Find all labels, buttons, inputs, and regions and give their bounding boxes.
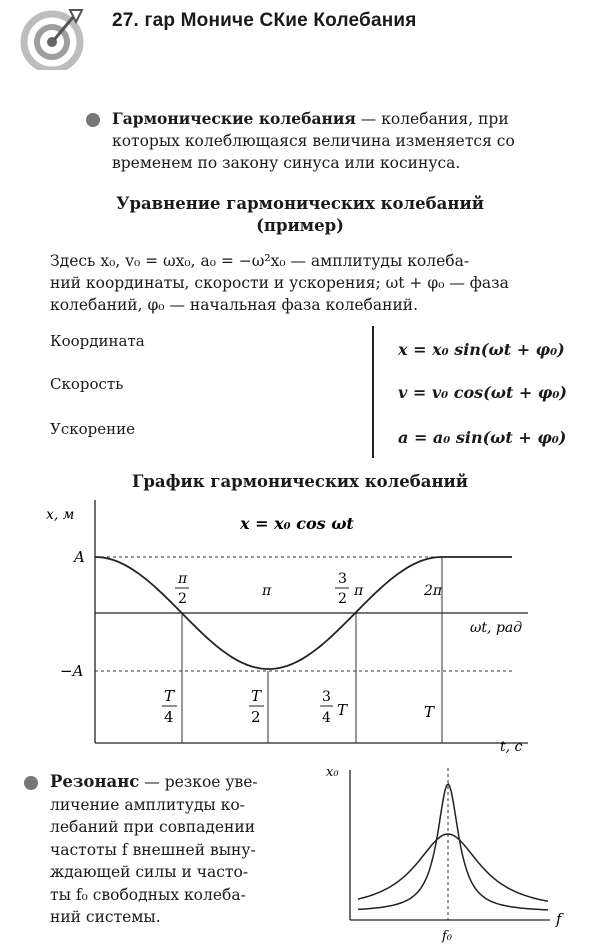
phase-axis-label: ωt, рад	[470, 620, 523, 636]
resonance-text	[50, 771, 315, 929]
bullet-icon	[86, 113, 100, 127]
phase-tick-plain: 2π	[424, 583, 443, 599]
definition-line: временем по закону синуса или косинуса.	[112, 154, 461, 172]
resonance-graph	[318, 762, 588, 950]
y-axis-label: x, м	[46, 507, 75, 523]
definition-term: Гармонические колебания	[112, 109, 356, 128]
time-tick-num: T	[164, 687, 175, 705]
equation-heading	[60, 193, 540, 237]
time-tick-den: 4	[164, 708, 174, 726]
table-divider	[372, 326, 374, 458]
formula-acceleration: a = a₀ sin(ωt + φ₀)	[398, 428, 567, 447]
time-tick-plain: T	[337, 701, 348, 719]
resonance-term: Резонанс	[50, 772, 140, 791]
res-y-label: x₀	[326, 765, 339, 780]
explanation-line: колебаний, φ₀ — начальная фаза колебаний.	[50, 296, 419, 314]
resonance-line: ждающей силы и часто-	[50, 863, 249, 881]
equation-heading-line1: Уравнение гармонических колебаний	[116, 194, 484, 213]
amplitude-neg-label: −A	[60, 662, 84, 680]
definition-line: которых колеблющаяся величина изменяется со	[112, 132, 515, 150]
resonance-line: частоты f внешней выну-	[50, 840, 256, 859]
time-tick-den: 2	[251, 708, 261, 726]
explanation-line: Здесь x₀, v₀ = ωx₀, a₀ = −ω²x₀ — амплитуды колеба-	[50, 252, 470, 270]
bullet-icon	[24, 776, 38, 790]
time-tick-num: T	[251, 687, 262, 705]
time-axis-label: t, с	[500, 739, 523, 755]
phase-tick-num: π	[178, 571, 188, 587]
phase-tick-plain: π	[354, 583, 364, 599]
resonance-line: личение амплитуды ко-	[50, 795, 245, 814]
oscillation-graph	[0, 495, 608, 760]
row-label-coordinate: Координата	[50, 332, 145, 350]
target-arrow-icon	[20, 6, 84, 70]
time-tick-plain: T	[424, 703, 435, 721]
res-x-label: f	[556, 910, 562, 928]
resonance-curve-wide	[358, 834, 548, 901]
header	[0, 0, 608, 60]
equation-heading-line2: (пример)	[256, 216, 344, 235]
equation-explanation	[50, 250, 590, 316]
phase-tick-num: 3	[338, 571, 347, 587]
formula-velocity: v = v₀ cos(ωt + φ₀)	[398, 383, 567, 402]
definition-line: — колебания, при	[360, 110, 509, 128]
res-peak-label: f₀	[442, 929, 453, 944]
graph-formula: x = x₀ cos ωt	[240, 514, 354, 533]
row-label-velocity: Скорость	[50, 375, 124, 393]
graph-heading: График гармонических колебаний	[131, 472, 469, 491]
resonance-line: лебаний при совпадении	[50, 818, 256, 836]
formula-coordinate: x = x₀ sin(ωt + φ₀)	[398, 340, 565, 359]
amplitude-pos-label: A	[74, 548, 85, 566]
definition-text	[112, 108, 592, 174]
time-tick-den: 4	[322, 710, 331, 726]
page-title: 27. гар Мониче СКие Колебания	[112, 10, 417, 31]
resonance-line: ний системы.	[50, 908, 161, 926]
row-label-acceleration: Ускорение	[50, 420, 135, 438]
resonance-curve-sharp	[358, 784, 548, 910]
phase-tick-den: 2	[338, 591, 347, 607]
phase-tick-den: 2	[178, 591, 187, 607]
resonance-line: — резкое уве-	[144, 773, 258, 791]
phase-tick-plain: π	[262, 583, 272, 599]
resonance-line: ты f₀ свободных колеба-	[50, 885, 246, 904]
time-tick-num: 3	[322, 689, 331, 705]
explanation-line: ний координаты, скорости и ускорения; ωt + φ₀ — фаза	[50, 274, 509, 292]
